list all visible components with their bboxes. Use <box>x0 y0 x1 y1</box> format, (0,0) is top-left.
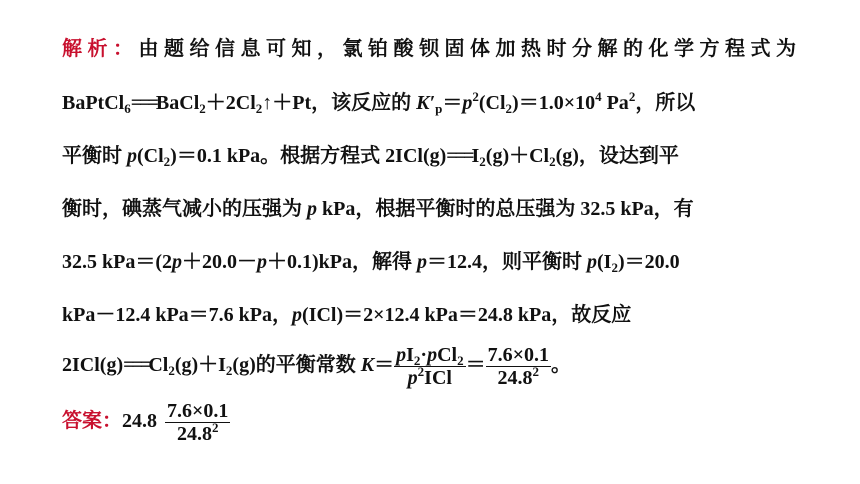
analysis-line-7: $2ICl(g)===Cl_2(g)+I_2(g)$的平衡常数 K＝ $\frac{pI_2\cdot pCl_2}{p^2ICl}$ ＝ $\frac{7.6\times 0.1}{24.8^2}$ 。 <box>62 344 571 389</box>
answer-label: 答案： <box>62 410 122 433</box>
analysis-line-2: $BaPtCl_6===BaCl_2+2Cl_2↑+Pt$，该反应的 $K'_p=p^2(Cl_2)=1.0\times 10^4$ Pa$^2$，所以 <box>62 89 696 116</box>
answer-line <box>62 400 230 445</box>
analysis-line-1: 解析：由题给信息可知，氯铂酸钡固体加热时分解的化学方程式为 <box>62 38 796 60</box>
answer-value: 24.8 <box>122 410 157 433</box>
analysis-line-3: 平衡时 $p(Cl_2)=0.1$ kPa。根据方程式 $2ICl(g)===I_2(g)+Cl_2(g)$，设达到平 <box>62 145 679 169</box>
answer-fraction: $\frac{7.6\times 0.1}{24.8^2}$ <box>167 400 229 445</box>
analysis-line-4: 衡时，碘蒸气减小的压强为 p kPa，根据平衡时的总压强为 32.5 kPa，有 <box>62 198 694 220</box>
analysis-label: 解析： <box>62 38 139 60</box>
analysis-line-6: kPa－12.4 kPa＝7.6 kPa，p(ICl)＝2×12.4 kPa＝24.8 kPa，故反应 <box>62 304 632 326</box>
equilibrium-constant-fraction: $\frac{pI_2\cdot pCl_2}{p^2ICl}$ <box>396 344 464 389</box>
numeric-fraction: $\frac{7.6\times 0.1}{24.8^2}$ <box>487 344 549 389</box>
analysis-line-5: 32.5 kPa＝(2p＋20.0－p＋0.1)kPa，解得 p＝12.4，则平衡时 $p(I_2)=20.0$ <box>62 251 680 275</box>
